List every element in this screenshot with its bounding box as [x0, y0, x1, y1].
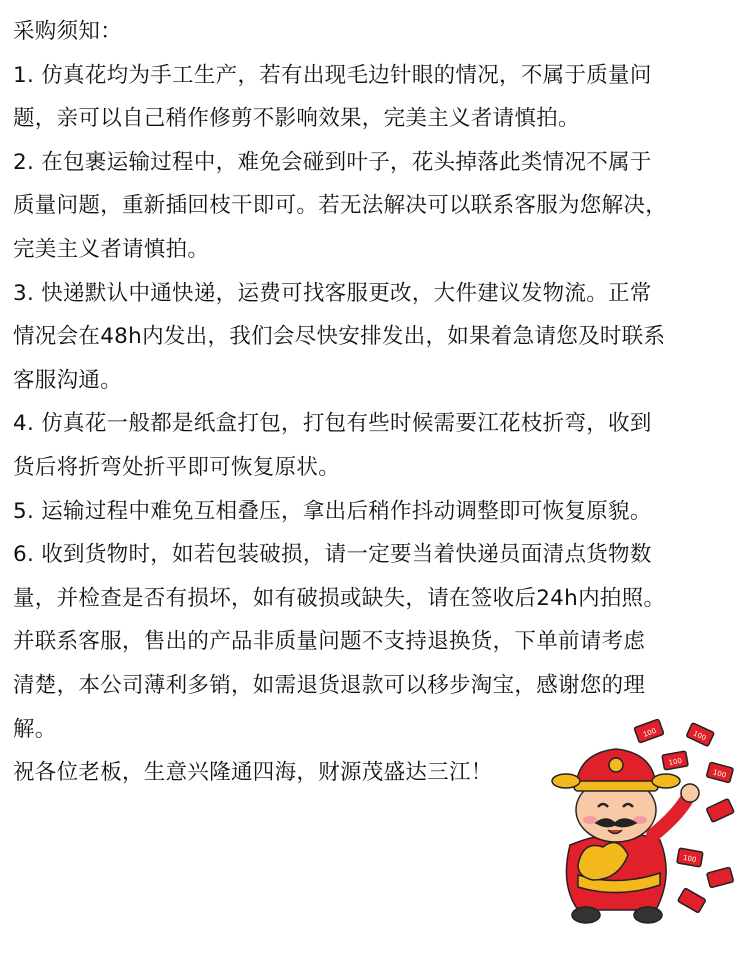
notice-line: 客服沟通。 [13, 367, 123, 393]
svg-text:100: 100 [642, 726, 658, 739]
money-note [706, 799, 734, 823]
svg-text:100: 100 [711, 768, 727, 780]
money-note [686, 723, 714, 747]
notice-line: 货后将折弯处折平即可恢复原状。 [13, 454, 341, 480]
notice-line: 题，亲可以自己稍作修剪不影响效果，完美主义者请慎拍。 [13, 106, 580, 132]
svg-text:100: 100 [691, 729, 708, 743]
notice-line: 3. 快递默认中通快递，运费可找客服更改，大件建议发物流。正常 [13, 280, 652, 306]
notice-title: 采购须知： [13, 19, 123, 44]
closing-blessing: 祝各位老板，生意兴隆通四海，财源茂盛达三江！ [13, 760, 493, 786]
money-note [662, 751, 688, 770]
money-note [677, 848, 703, 867]
notice-line: 量，并检查是否有损坏，如有破损或缺失，请在签收后24h内拍照。 [13, 585, 666, 611]
notice-line: 情况会在48h内发出，我们会尽快安排发出，如果着急请您及时联系 [13, 324, 666, 350]
purchase-notice [13, 10, 748, 795]
notice-line: 质量问题，重新插回枝干即可。若无法解决可以联系客服为您解决， [13, 193, 668, 219]
money-note [678, 888, 706, 913]
notice-line: 解。 [13, 716, 57, 742]
notice-line: 并联系客服，售出的产品非质量问题不支持退换货，下单前请考虑 [13, 629, 646, 655]
notice-line: 清楚，本公司薄利多销，如需退货退款可以移步淘宝，感谢您的理 [13, 672, 646, 698]
notice-line: 完美主义者请慎拍。 [13, 236, 210, 262]
notice-line: 2. 在包裹运输过程中，难免会碰到叶子，花头掉落此类情况不属于 [13, 149, 652, 175]
money-note [634, 719, 664, 743]
notice-line: 6. 收到货物时，如若包装破损，请一定要当着快递员面清点货物数 [13, 542, 652, 568]
notice-line: 1. 仿真花均为手工生产，若有出现毛边针眼的情况，不属于质量问 [13, 62, 652, 88]
notice-line: 5. 运输过程中难免互相叠压，拿出后稍作抖动调整即可恢复原貌。 [13, 498, 652, 524]
svg-text:100: 100 [682, 853, 697, 865]
svg-text:100: 100 [668, 756, 683, 768]
money-note [707, 867, 734, 888]
god-of-wealth-icon [548, 715, 748, 930]
notice-line: 4. 仿真花一般都是纸盒打包，打包有些时候需要江花枝折弯，收到 [13, 411, 652, 437]
money-note [706, 762, 733, 783]
